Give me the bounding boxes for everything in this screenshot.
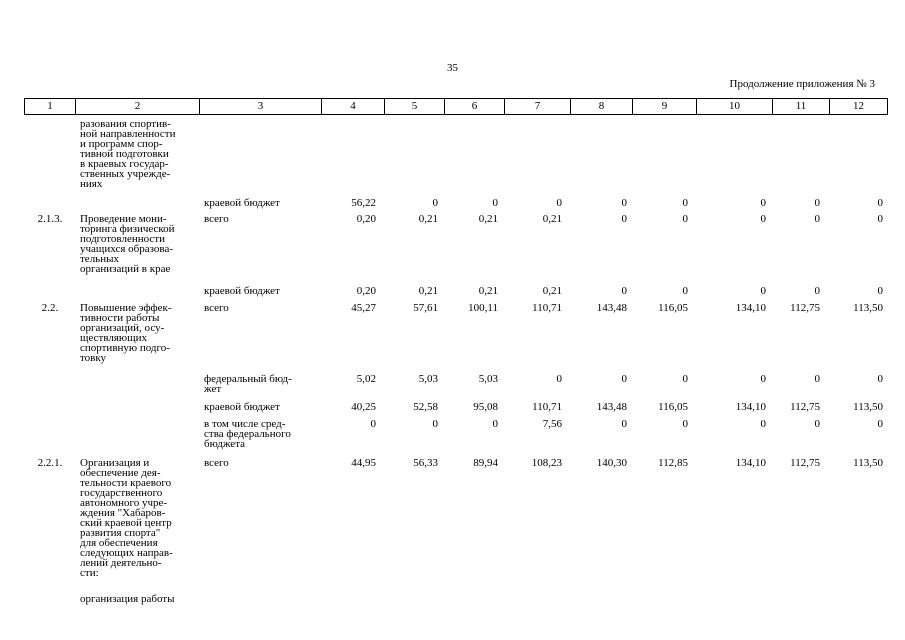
- column-header-6: 6: [444, 99, 504, 114]
- row-value: 0: [492, 197, 498, 209]
- row-value: 95,08: [473, 401, 498, 413]
- row-value: 89,94: [473, 457, 498, 469]
- row-value: 0: [682, 418, 688, 430]
- row-value: 0,21: [478, 285, 498, 297]
- row-funding-source: всего: [204, 457, 229, 469]
- row-value: 0: [760, 373, 766, 385]
- row-value: 0: [621, 285, 627, 297]
- row-value: 134,10: [735, 457, 766, 469]
- row-value: 40,25: [351, 401, 376, 413]
- row-value: 7,56: [542, 418, 562, 430]
- row-value: 0: [432, 197, 438, 209]
- row-value: 108,23: [531, 457, 562, 469]
- row-value: 0: [682, 213, 688, 225]
- row-funding-source: краевой бюджет: [204, 401, 280, 413]
- row-value: 0: [370, 418, 376, 430]
- row-number: 2.1.3.: [37, 213, 63, 225]
- row-value: 0: [556, 197, 562, 209]
- row-value: 0: [556, 373, 562, 385]
- row-value: 0: [877, 285, 883, 297]
- row-value: 0: [814, 213, 820, 225]
- column-header-10: 10: [696, 99, 772, 114]
- row-number: 2.2.1.: [37, 457, 63, 469]
- row-value: 0: [814, 373, 820, 385]
- row-value: 57,61: [413, 302, 438, 314]
- row-value: 0: [621, 418, 627, 430]
- column-header-5: 5: [384, 99, 444, 114]
- row-value: 116,05: [658, 401, 688, 413]
- row-funding-source: всего: [204, 213, 229, 225]
- row-value: 116,05: [658, 302, 688, 314]
- row-value: 0: [760, 197, 766, 209]
- row-value: 56,22: [351, 197, 376, 209]
- row-value: 0: [760, 213, 766, 225]
- row-value: 0: [492, 418, 498, 430]
- column-header-11: 11: [772, 99, 829, 114]
- row-value: 112,75: [790, 457, 820, 469]
- row-value: 0,21: [418, 285, 438, 297]
- row-value: 0: [432, 418, 438, 430]
- row-funding-source: всего: [204, 302, 229, 314]
- row-value: 0: [877, 418, 883, 430]
- appendix-continuation-label: Продолжение приложения № 3: [729, 78, 875, 90]
- row-value: 100,11: [468, 302, 498, 314]
- row-value: 0: [621, 197, 627, 209]
- row-value: 0: [877, 213, 883, 225]
- row-value: 0: [621, 373, 627, 385]
- row-value: 52,58: [413, 401, 438, 413]
- row-value: 0: [814, 418, 820, 430]
- row-value: 0,21: [542, 213, 562, 225]
- row-value: 110,71: [532, 401, 562, 413]
- row-activity-name: Проведение мони- торинга физической подготовленности учащихся образова- тельных организаций в крае: [80, 213, 175, 275]
- table-header-row: [24, 98, 888, 115]
- row-value: 143,48: [596, 302, 627, 314]
- row-value: 0,20: [356, 285, 376, 297]
- row-value: 0: [877, 197, 883, 209]
- column-header-1: 1: [47, 100, 53, 112]
- row-value: 134,10: [735, 302, 766, 314]
- row-value: 0: [682, 285, 688, 297]
- row-value: 0,20: [356, 213, 376, 225]
- row-value: 0: [814, 197, 820, 209]
- row-value: 5,03: [478, 373, 498, 385]
- row-value: 44,95: [351, 457, 376, 469]
- row-value: 56,33: [413, 457, 438, 469]
- row-value: 0: [621, 213, 627, 225]
- row-activity-name: Организация и обеспечение дея- тельности краевого государственного автономного учре- ждения "Хабаров- ский краевой центр развития спорта" для обеспечения следующих направ- лений деятельно- сти:: [80, 457, 173, 579]
- row-value: 5,03: [418, 373, 438, 385]
- row-value: 0: [760, 418, 766, 430]
- row-funding-source: федеральный бюд- жет: [204, 373, 292, 395]
- row-number: 2.2.: [41, 302, 59, 314]
- row-value: 0,21: [418, 213, 438, 225]
- column-header-2: 2: [75, 99, 199, 114]
- row-value: 0: [760, 285, 766, 297]
- row-value: 0: [877, 373, 883, 385]
- row-value: 0,21: [478, 213, 498, 225]
- row-value: 113,50: [853, 457, 883, 469]
- row-funding-source: краевой бюджет: [204, 285, 280, 297]
- row-value: 0: [814, 285, 820, 297]
- row-value: 45,27: [351, 302, 376, 314]
- row-value: 112,85: [658, 457, 688, 469]
- row-funding-source: краевой бюджет: [204, 197, 280, 209]
- column-header-3: 3: [199, 99, 321, 114]
- row-value: 143,48: [596, 401, 627, 413]
- row-value: 0: [682, 373, 688, 385]
- row-value: 110,71: [532, 302, 562, 314]
- row-value: 112,75: [790, 302, 820, 314]
- column-header-9: 9: [632, 99, 696, 114]
- row-value: 134,10: [735, 401, 766, 413]
- row-value: 113,50: [853, 302, 883, 314]
- row-value: 140,30: [596, 457, 627, 469]
- row-value: 112,75: [790, 401, 820, 413]
- row-activity-name: Повышение эффек- тивности работы организаций, осу- ществляющих спортивную подго- товку: [80, 302, 172, 364]
- row-funding-source: в том числе сред- ства федерального бюджета: [204, 418, 291, 450]
- row-activity-name: разования спортив- ной направленности и программ спор- тивной подготовки в краевых государ- ственных учрежде- ниях: [80, 118, 176, 190]
- row-value: 5,02: [356, 373, 376, 385]
- row-value: 113,50: [853, 401, 883, 413]
- column-header-8: 8: [570, 99, 632, 114]
- row-value: 0: [682, 197, 688, 209]
- row-activity-name: организация работы: [80, 593, 175, 605]
- column-header-12: 12: [829, 99, 887, 114]
- page-number: 35: [447, 62, 458, 74]
- column-header-7: 7: [504, 99, 570, 114]
- row-value: 0,21: [542, 285, 562, 297]
- column-header-4: 4: [321, 99, 384, 114]
